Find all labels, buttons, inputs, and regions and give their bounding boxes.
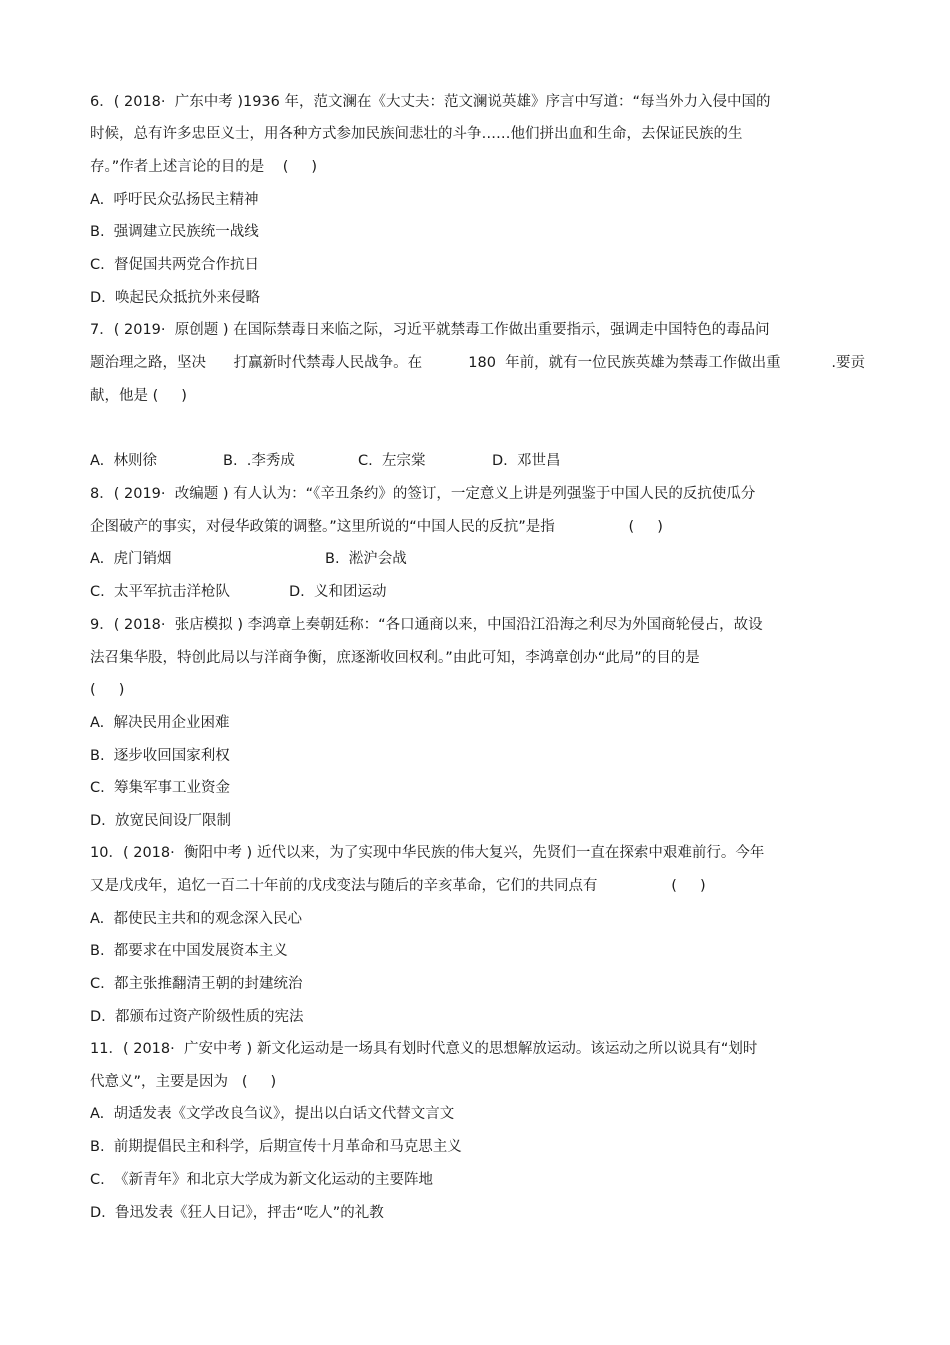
question-text: 11．( 2018· 广安中考 ) 新文化运动是一场具有划时代意义的思想解放运动。该运动之所以说具有“划时 <box>90 1041 758 1057</box>
option-b: B. 逐步收回国家利权 <box>90 748 230 764</box>
option-d: D. 唤起民众抵抗外来侵略 <box>90 290 260 306</box>
option-d: D. 都颁布过资产阶级性质的宪法 <box>90 1009 304 1025</box>
option-b: B. 淞沪会战 <box>325 551 407 567</box>
option-c: C. 左宗棠 <box>358 453 426 469</box>
option-a: A. 都使民主共和的观念深入民心 <box>90 911 302 927</box>
option-b: B. 强调建立民族统一战线 <box>90 224 259 240</box>
question-text: 6．( 2018· 广东中考 )1936 年，范文澜在《大丈夫：范文澜说英雄》序言中写道：“每当外力入侵中国的 <box>90 94 771 110</box>
option-a: A. 虎门销烟 <box>90 551 172 567</box>
question-text: 存。”作者上述言论的目的是 ( ) <box>90 159 318 175</box>
question-text: 企图破产的事实，对侵华政策的调整。”这里所说的“中国人民的反抗”是指 ( ) <box>90 519 663 535</box>
question-text: 7．( 2019· 原创题 ) 在国际禁毒日来临之际，习近平就禁毒工作做出重要指示，强调走中国特色的毒品问 <box>90 322 770 338</box>
question-text: 时候，总有许多忠臣义士，用各种方式参加民族间悲壮的斗争……他们拼出血和生命，去保证民族的生 <box>90 126 743 142</box>
option-c: C. 筹集军事工业资金 <box>90 780 230 796</box>
option-a: A. 林则徐 <box>90 453 157 469</box>
option-b: B. 前期提倡民主和科学，后期宣传十月革命和马克思主义 <box>90 1139 462 1155</box>
option-b: B. .李秀成 <box>223 453 295 469</box>
option-d: D. 放宽民间设厂限制 <box>90 813 231 829</box>
question-text: ( ) <box>90 682 125 698</box>
option-d: D. 邓世昌 <box>492 453 561 469</box>
option-b: B. 都要求在中国发展资本主义 <box>90 943 288 959</box>
question-text: 法召集华股，特创此局以与洋商争衡，庶逐渐收回权利。”由此可知，李鸿章创办“此局”的目的是 <box>90 650 700 666</box>
question-text: 题治理之路，坚决 打赢新时代禁毒人民战争。在 180 年前，就有一位民族英雄为禁毒工作做出重 .要贡 <box>90 355 865 371</box>
option-a: A. 解决民用企业困难 <box>90 715 230 731</box>
question-text: 10．( 2018· 衡阳中考 ) 近代以来，为了实现中华民族的伟大复兴，先贤们一直在探索中艰难前行。今年 <box>90 845 765 861</box>
question-text: 9．( 2018· 张店模拟 ) 李鸿章上奏朝廷称：“各口通商以来，中国沿江沿海之利尽为外国商轮侵占，故设 <box>90 617 763 633</box>
option-c: C. 督促国共两党合作抗日 <box>90 257 259 273</box>
option-a: A. 胡适发表《文学改良刍议》，提出以白话文代替文言文 <box>90 1106 455 1122</box>
option-d: D. 义和团运动 <box>289 584 387 600</box>
option-d: D. 鲁迅发表《狂人日记》，抨击“吃人”的礼教 <box>90 1205 384 1221</box>
question-text: 8．( 2019· 改编题 ) 有人认为：“《辛丑条约》的签订，一定意义上讲是列强鉴于中国人民的反抗使瓜分 <box>90 486 756 502</box>
option-c: C. 太平军抗击洋枪队 <box>90 584 230 600</box>
question-text: 又是戊戌年，追忆一百二十年前的戊戌变法与随后的辛亥革命，它们的共同点有 ( ) <box>90 878 706 894</box>
option-a: A. 呼吁民众弘扬民主精神 <box>90 192 259 208</box>
question-text: 代意义”，主要是因为 ( ) <box>90 1074 277 1090</box>
option-c: C. 都主张推翻清王朝的封建统治 <box>90 976 303 992</box>
question-text: 献，他是 ( ) <box>90 388 187 404</box>
option-c: C. 《新青年》和北京大学成为新文化运动的主要阵地 <box>90 1172 433 1188</box>
